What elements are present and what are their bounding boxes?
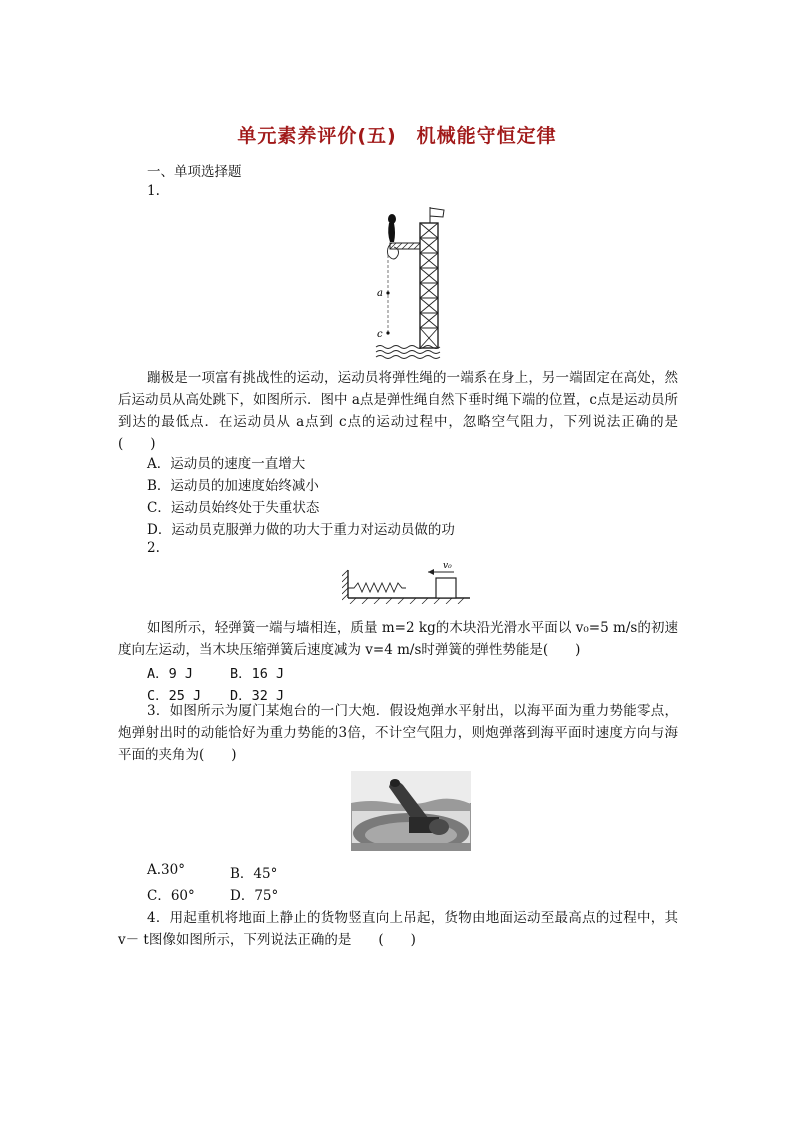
question-1-option-b: B．运动员的加速度始终减小 — [147, 478, 319, 494]
page-title: 单元素养评价(五) 机械能守恒定律 — [237, 125, 557, 147]
cannon-photo — [351, 771, 471, 851]
question-3-option-d: D．75° — [230, 888, 279, 904]
point-c-label: c — [377, 329, 383, 340]
question-1-option-d: D．运动员克服弹力做的功大于重力对运动员做的功 — [147, 522, 455, 538]
bungee-jump-figure — [368, 205, 458, 360]
question-3-option-c: C．60° — [147, 888, 195, 904]
question-3-option-b: B．45° — [230, 866, 278, 882]
question-1-stem: 蹦极是一项富有挑战性的运动，运动员将弹性绳的一端系在身上，另一端固定在高处，然后运动员从高处跳下，如图所示．图中 a点是弹性绳自然下垂时绳下端的位置，c点是运动员所到达的最低点．在运动员从 a点到 c点的运动过程中，忽略空气阻力，下列说法正确的是( ) — [118, 370, 678, 452]
question-4-stem: 4．用起重机将地面上静止的货物竖直向上吊起，货物由地面运动至最高点的过程中，其 v－ t图像如图所示，下列说法正确的是 ( ) — [118, 910, 678, 948]
question-1-option-c: C．运动员始终处于失重状态 — [147, 500, 320, 516]
point-a-label: a — [377, 288, 383, 299]
question-2-option-c: C．25 J — [147, 688, 202, 704]
question-3-stem: 3．如图所示为厦门某炮台的一门大炮．假设炮弹水平射出，以海平面为重力势能零点，炮弹射出时的动能恰好为重力势能的3倍，不计空气阻力，则炮弹落到海平面时速度方向与海平面的夹角为( ) — [118, 703, 678, 763]
question-3-option-a: A.30° — [147, 862, 185, 878]
question-2-stem: 如图所示，轻弹簧一端与墙相连，质量 m=2 kg的木块沿光滑水平面以 v₀=5 m/s的初速度向左运动，当木块压缩弹簧后速度减为 v=4 m/s时弹簧的弹性势能是( ) — [118, 620, 678, 658]
question-1-number: 1. — [147, 183, 160, 199]
spring-block-figure — [342, 558, 472, 604]
section-heading: 一、单项选择题 — [147, 164, 242, 180]
question-1-option-a: A．运动员的速度一直增大 — [147, 456, 306, 472]
question-2-number: 2. — [147, 540, 160, 556]
velocity-label: v₀ — [443, 561, 452, 571]
question-2-option-b: B．16 J — [230, 666, 285, 682]
question-2-option-d: D．32 J — [230, 688, 285, 704]
question-2-option-a: A．9 J — [147, 666, 194, 682]
